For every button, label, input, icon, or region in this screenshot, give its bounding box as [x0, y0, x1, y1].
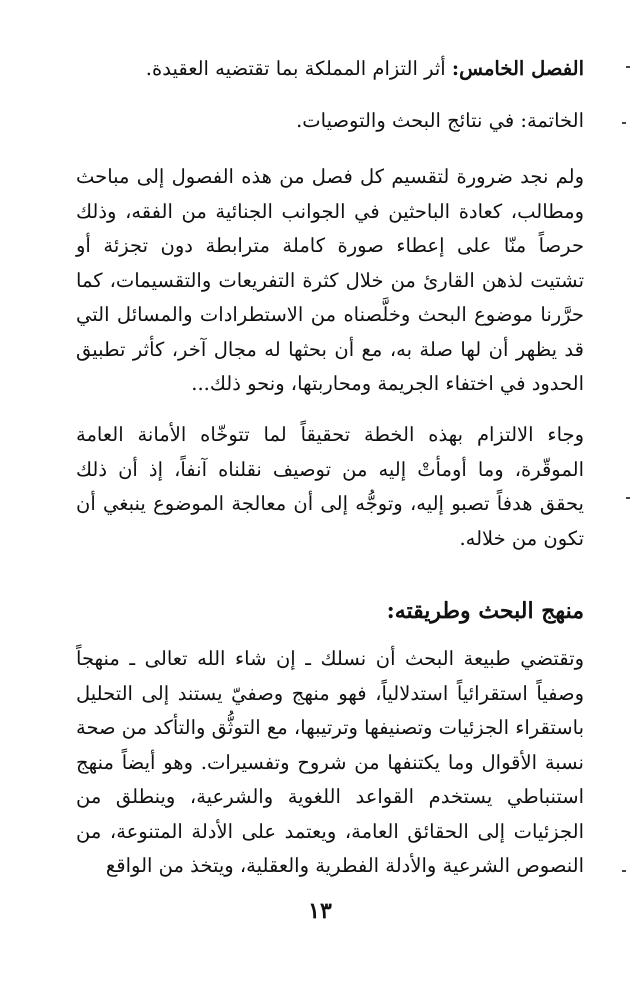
paragraph-2-text: وجاء الالتزام بهذه الخطة تحقيقاً لما تتوخّاه الأمانة العامة الموقّرة، وما أومأتْ إليه من توصيف نقلناه آنفاً، إذ أن ذلك يحقق هدفاً تصبو إليه، وتوجُّه إلى أن معالجة الموضوع ينبغي أن تكون من خلاله.: [76, 423, 584, 550]
paragraph-1-text: ولم نجد ضرورة لتقسيم كل فصل من هذه الفصول إلى مباحث ومطالب، كعادة الباحثين في الجوانب الجنائية من الفقه، وذلك حرصاً منّا على إعطاء صورة كاملة مترابطة دون تجزئة أو تشتيت لذهن القارئ من خلال كثرة التفريعات والتقسيمات، كما حرَّرنا موضوع البحث وخلَّصناه من الاستطرادات والمسائل التي قد يظهر أن لها صلة به، مع أن بحثها له مجال آخر، كأثر تطبيق الحدود في اختفاء الجريمة ومحاربتها، ونحو ذلك...: [76, 165, 584, 395]
margin-mark: [626, 66, 630, 68]
conclusion-text: في نتائج البحث والتوصيات.: [296, 109, 521, 132]
paragraph-2: [76, 418, 584, 556]
paragraph-3: [76, 642, 584, 884]
margin-mark: [622, 870, 626, 872]
paragraph-1: [76, 160, 584, 402]
chapter-5-text: أثر التزام المملكة بما تقتضيه العقيدة.: [145, 57, 452, 80]
conclusion-entry: [76, 104, 584, 139]
page-number: ١٣: [308, 898, 332, 924]
chapter-5-entry: [76, 52, 584, 87]
margin-mark: [622, 122, 626, 124]
margin-mark: [626, 497, 630, 499]
chapter-5-label: الفصل الخامس:: [451, 57, 584, 80]
paragraph-3-text: وتقتضي طبيعة البحث أن نسلك ـ إن شاء الله تعالى ـ منهجاً وصفياً استقرائياً استدلالياً، فهو منهج وصفيّ يستند إلى التحليل باستقراء الجزئيات وتصنيفها وترتيبها، مع التوثُّق والتأكد من صحة نسبة الأقوال وما يكتنفها من شروح وتفسيرات. وهو أيضاً منهج استنباطي يستخدم القواعد اللغوية والشرعية، وينطلق من الجزئيات إلى الحقائق العامة، ويعتمد على الأدلة المتنوعة، من النصوص الشرعية والأدلة الفطرية والعقلية، ويتخذ من الواقع: [76, 647, 584, 877]
conclusion-label: الخاتمة:: [520, 109, 584, 132]
section-heading: منهج البحث وطريقته:: [386, 598, 584, 624]
